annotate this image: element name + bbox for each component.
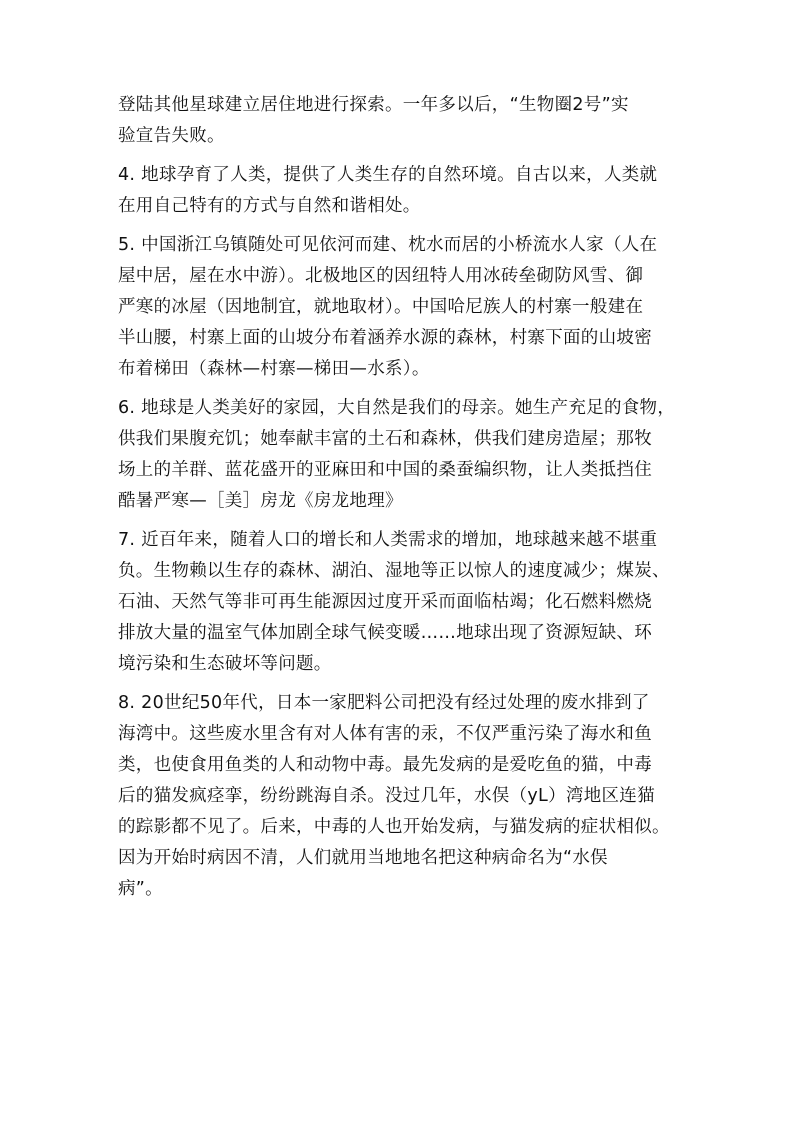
text-line: 后的猫发疯痉挛，纷纷跳海自杀。没过几年，水俣（yL）湾地区连猫 bbox=[118, 786, 655, 806]
text-line: 类，也使食用鱼类的人和动物中毒。最先发病的是爱吃鱼的猫，中毒 bbox=[118, 755, 652, 775]
text-line: 登陆其他星球建立居住地进行探索。一年多以后，“生物圈2号”实 bbox=[118, 95, 629, 115]
text-line: 在用自己特有的方式与自然和谐相处。 bbox=[118, 196, 421, 216]
text-line: 境污染和生态破坏等问题。 bbox=[118, 654, 332, 674]
text-line: 严寒的冰屋（因地制宜，就地取材）。中国哈尼族人的村寨一般建在 bbox=[118, 297, 644, 317]
text-line: 酷暑严寒—［美］房龙《房龙地理》 bbox=[118, 491, 403, 511]
text-line: 屋中居，屋在水中游）。北极地区的因纽特人用冰砖垒砌防风雪、御 bbox=[118, 266, 644, 286]
text-line: 病”。 bbox=[118, 879, 163, 899]
text-line: 6. 地球是人类美好的家园，大自然是我们的母亲。她生产充足的食物， bbox=[118, 398, 676, 418]
paragraph-item-5 bbox=[118, 230, 678, 385]
text-line: 验宣告失败。 bbox=[118, 126, 225, 146]
text-line: 场上的羊群、蓝花盛开的亚麻田和中国的桑蚕编织物，让人类抵挡住 bbox=[118, 460, 652, 480]
text-line: 7. 近百年来，随着人口的增长和人类需求的增加，地球越来越不堪重 bbox=[118, 530, 658, 550]
text-line: 因为开始时病因不清，人们就用当地地名把这种病命名为“水俣 bbox=[118, 848, 608, 868]
text-line: 的踪影都不见了。后来，中毒的人也开始发病，与猫发病的症状相似。 bbox=[118, 817, 670, 837]
text-line: 石油、天然气等非可再生能源因过度开采而面临枯竭；化石燃料燃烧 bbox=[118, 592, 652, 612]
text-line: 5. 中国浙江乌镇随处可见依河而建、枕水而居的小桥流水人家（人在 bbox=[118, 235, 658, 255]
text-line: 海湾中。这些废水里含有对人体有害的汞，不仅严重污染了海水和鱼 bbox=[118, 724, 652, 744]
paragraph-item-4 bbox=[118, 160, 678, 222]
text-line: 排放大量的温室气体加剧全球气候变暖……地球出现了资源短缺、环 bbox=[118, 623, 652, 643]
text-line: 半山腰，村寨上面的山坡分布着涵养水源的森林，村寨下面的山坡密 bbox=[118, 328, 652, 348]
text-line: 4. 地球孕育了人类，提供了人类生存的自然环境。自古以来，人类就 bbox=[118, 165, 658, 185]
text-line: 供我们果腹充饥；她奉献丰富的土石和森林，供我们建房造屋；那牧 bbox=[118, 429, 652, 449]
text-line: 负。生物赖以生存的森林、湖泊、湿地等正以惊人的速度减少；煤炭、 bbox=[118, 561, 670, 581]
paragraph-1-continued bbox=[118, 90, 678, 152]
paragraph-item-7 bbox=[118, 525, 678, 680]
paragraph-item-8 bbox=[118, 688, 678, 905]
text-line: 8. 20世纪50年代，日本一家肥料公司把没有经过处理的废水排到了 bbox=[118, 693, 650, 713]
paragraph-item-6 bbox=[118, 393, 678, 517]
text-line: 布着梯田（森林—村寨—梯田—水系）。 bbox=[118, 359, 430, 379]
document-page bbox=[118, 90, 678, 913]
